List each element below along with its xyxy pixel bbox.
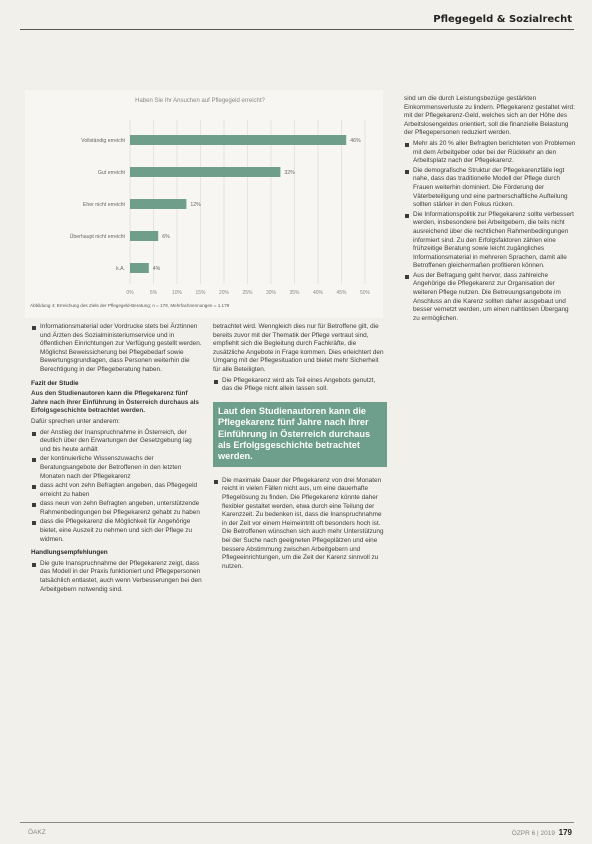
pull-quote: Laut den Studienautoren kann die Pflegekarenz fünf Jahre nach ihrer Einführung in Österreich durchaus als Erfolgsgeschichte betrachtet werden. [213, 402, 387, 467]
list-item: Die gute Inanspruchnahme der Pflegekarenz zeigt, dass das Modell in der Praxis funktioniert und Pflegepersonen tatsächlich entlastet, auch wenn Verbesserungen bei den Arbeitgebern notwendig sind. [31, 560, 203, 594]
x-tick-label: 50% [359, 290, 371, 296]
bar [130, 231, 158, 241]
category-label: Vollständig erreicht [81, 138, 125, 144]
list-item: der Anstieg der Inanspruchnahme in Österreich, der deutlich über den Erwartungen der Gesetzgebung lag und bis heute anhält [31, 429, 203, 455]
page-number: 179 [558, 828, 572, 837]
list-item: Mehr als 20 % aller Befragten berichteten von Problemen mit dem Arbeitgeber oder bei der Rückkehr an den Arbeitsplatz nach der Pflegekarenz. [404, 140, 576, 166]
chart-title: Haben Sie Ihr Ansuchen auf Pflegegeld erreicht? [135, 98, 265, 104]
bar [130, 135, 346, 145]
right-bullet-list [404, 140, 576, 323]
bar-chart [25, 110, 383, 302]
footer-issue [512, 828, 572, 837]
middle-bullet-list-top [213, 377, 387, 394]
right-paragraph: sind um die durch Leistungsbezüge gestärkten Einkommensverluste zu lindern. Pflegekarenz gestaltet wird: mit der Pflegekarenz-Geld, welches sich an der Höhe des Arbeitslosengeldes orientiert, soll die finanzielle Belastung der Pflegepersonen reduziert werden. [404, 95, 575, 137]
x-tick-label: 10% [171, 290, 183, 296]
data-label: 46% [350, 138, 361, 144]
list-item: Informationsmaterial oder Vordrucke stets bei Ärztinnen und Ärzten des Sozialministeriumservice und in öffentlichen Einrichtungen zur Verfügung gestellt werden. Möglichst Beweissicherung bei Pflegebedarf sowie Bewertungsgrundlagen, dass Personen weiterhin die Berechtigung in der Pflegeberatung haben. [31, 323, 203, 375]
header-divider [20, 29, 574, 30]
fazit-bullet-list [31, 429, 203, 545]
footer-issue-label: ÖZPR 6 | 2019 [511, 830, 556, 837]
running-header-title: Pflegegeld & Sozialrecht [433, 14, 572, 25]
footer-publisher: ÖAKZ [28, 829, 46, 836]
x-tick-label: 35% [289, 290, 300, 296]
category-label: Gut erreicht [97, 170, 125, 176]
middle-bullet-list-bottom [213, 477, 387, 572]
bar [130, 167, 280, 177]
x-tick-label: 0% [126, 290, 134, 296]
list-item: Die maximale Dauer der Pflegekarenz von drei Monaten reicht in vielen Fällen nicht aus, um eine dauerhafte Pflegelösung zu finden. Die Pflegekarenz könnte daher flexibler gestaltet werden, etwa durch eine Teilung der Karenzzeit. Zu bedenken ist, dass die Inanspruchnahme in der Zeit vor einem Heimeintritt oft besonders hoch ist. Die Betroffenen wünschen sich auch mehr Unterstützung bei der Suche nach geeigneten Pflegeplätzen und eine bessere Abstimmung zwischen Arbeitgebern und Pflegeeinrichtungen, um die Zeit der Karenz sinnvoll zu nutzen. [213, 477, 387, 572]
data-label: 4% [152, 266, 161, 272]
footer-divider [20, 822, 574, 823]
category-label: Eher nicht erreicht [82, 202, 125, 208]
subhead-handlungsempfehlungen: Handlungsempfehlungen [31, 549, 108, 557]
list-item: Die Pflegekarenz wird als Teil eines Angebots genutzt, das die Pflege nicht allein lassen soll. [213, 377, 387, 394]
bar [130, 263, 149, 273]
x-tick-label: 30% [265, 290, 277, 296]
bar [130, 199, 186, 209]
list-item: dass acht von zehn Befragten angeben, das Pflegegeld erreicht zu haben [31, 482, 203, 499]
x-tick-label: 25% [242, 290, 253, 296]
middle-paragraph: betrachtet wird. Wenngleich dies nur für Betroffene gilt, die bereits zuvor mit der Thematik der Pflege vertraut sind, empfiehlt sich die Begleitung durch Fachkräfte, die zusätzliche Angebote in Frage kommen. Dies erleichtert den Umgang mit der Pflegesituation und bietet mehr Sicherheit für alle Beteiligten. [213, 323, 384, 373]
list-item: der kontinuierliche Wissenszuwachs der Beratungsangebote der Betroffenen in den letzten Monaten nach der Pflegekarenz [31, 455, 203, 481]
list-item: dass die Pflegekarenz die Möglichkeit für Angehörige bietet, eine Auszeit zu nehmen und sich der Pflege zu widmen. [31, 518, 203, 544]
handlung-bullet-list [31, 560, 203, 594]
category-label: k.A. [116, 266, 125, 272]
list-item: Die Informationspolitik zur Pflegekarenz sollte verbessert werden, insbesondere bei Arbeitgebern, die teils nicht ausreichend über die rechtlichen Rahmenbedingungen informiert sind. Zu den Erfolgsfaktoren zählen eine frühzeitige Beratung sowie leicht zugängliches Informationsmaterial in mehreren Sprachen, damit alle Betroffenen gleichermaßen profitieren können. [404, 211, 576, 271]
fazit-intro: Aus den Studienautoren kann die Pflegekarenz fünf Jahre nach ihrer Einführung in Österreich durchaus als Erfolgsgeschichte betrachtet werden. [31, 390, 199, 415]
subhead-fazit: Fazit der Studie [31, 379, 79, 387]
right-column [404, 95, 576, 324]
left-bullet-list-top [31, 323, 203, 375]
x-tick-label: 5% [149, 290, 158, 296]
data-label: 32% [284, 170, 295, 176]
list-item: Die demografische Struktur der Pflegekarenzfälle legt nahe, dass das traditionelle Modell der Pflege durch Frauen weiterhin dominiert. Die Förderung der Väterbeteiligung und eine partnerschaftliche Aufteilung sollten stärker in den Fokus rücken. [404, 167, 576, 210]
category-label: Überhaupt nicht erreicht [69, 234, 125, 240]
x-tick-label: 15% [195, 290, 206, 296]
x-tick-label: 20% [218, 290, 230, 296]
list-item: Aus der Befragung geht hervor, dass zahlreiche Angehörige die Pflegekarenz zur Organisation der weiteren Pflege nutzen. Die Betreuungsangebote im Anschluss an die Karenz sollten daher ausgebaut und besser vernetzt werden, um einen nahtlosen Übergang zu ermöglichen. [404, 272, 576, 324]
data-label: 6% [162, 234, 170, 240]
x-tick-label: 40% [312, 290, 324, 296]
left-column [31, 323, 203, 595]
chart-caption: Abbildung 4: Erreichung des Ziels der Pflegegeld-Beratung; n = 178, Mehrfachnennungen = 1.179 [30, 303, 230, 308]
data-label: 12% [190, 202, 201, 208]
x-tick-label: 45% [336, 290, 347, 296]
middle-column [213, 323, 387, 572]
fazit-intro-sub: Dafür sprechen unter anderem: [31, 417, 120, 425]
list-item: dass neun von zehn Befragten angeben, unterstützende Rahmenbedingungen bei Pflegekarenz gehabt zu haben [31, 500, 203, 517]
